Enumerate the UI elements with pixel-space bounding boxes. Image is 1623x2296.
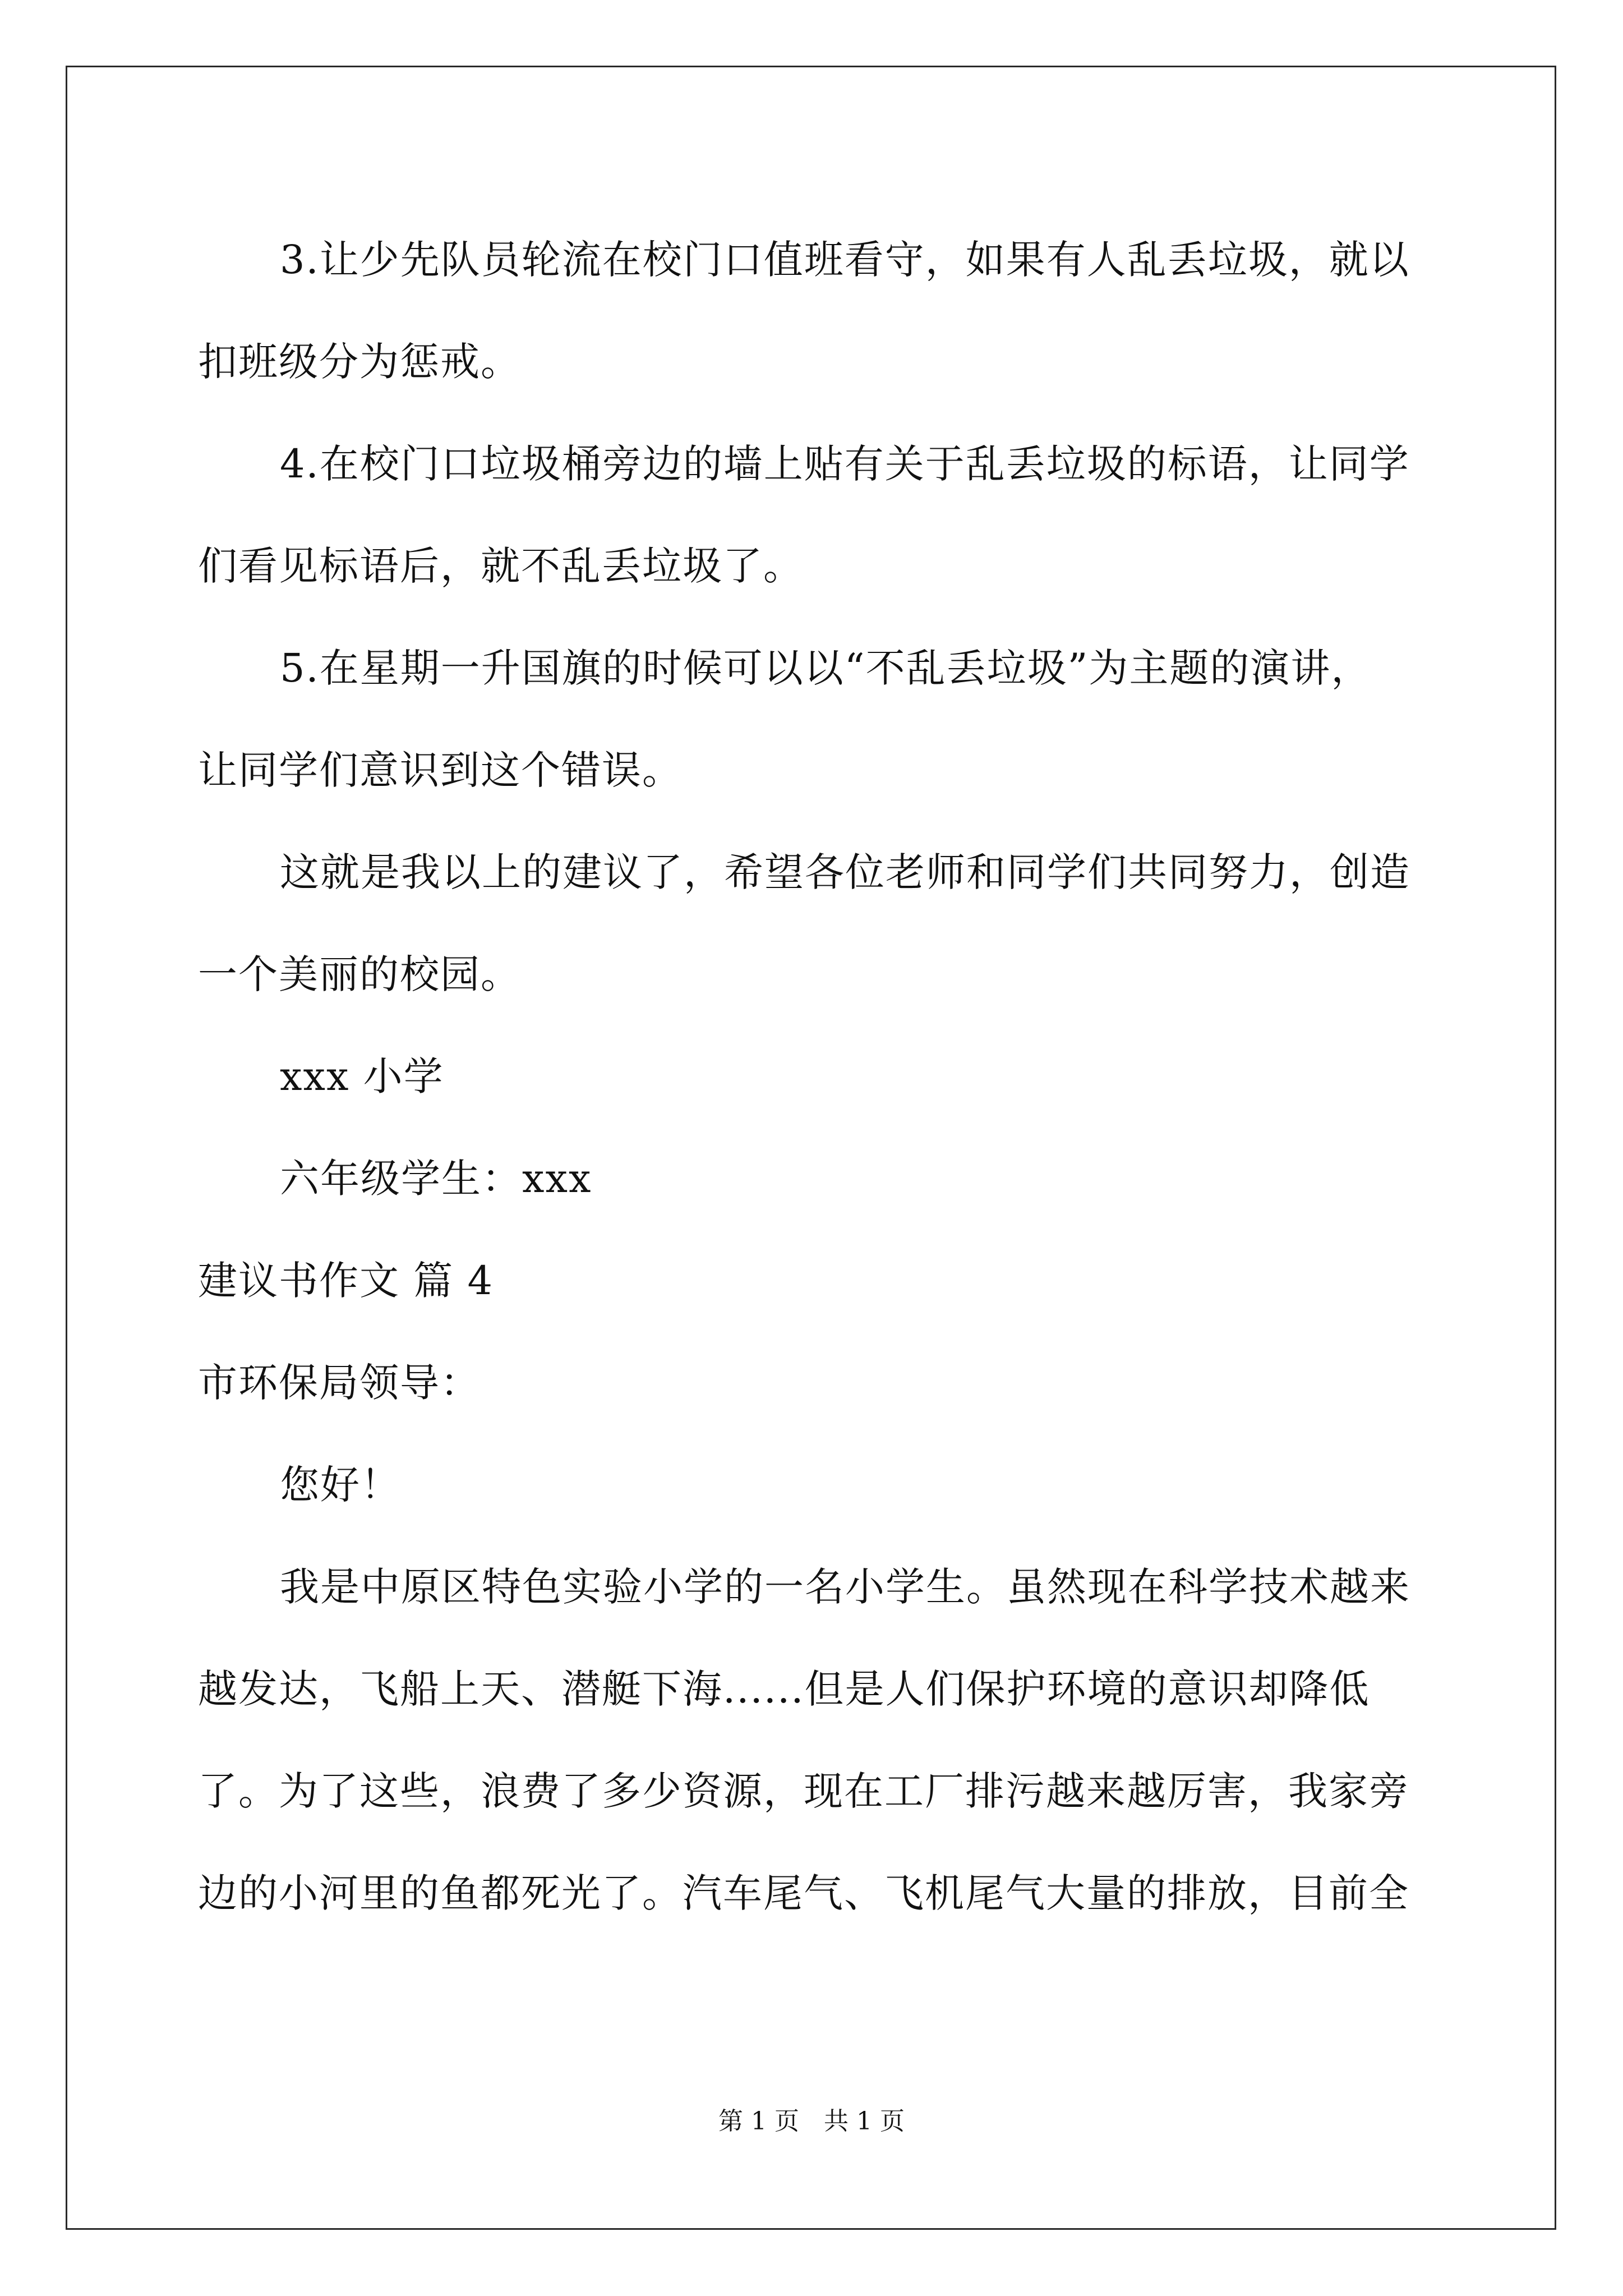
salutation bbox=[198, 1332, 1432, 1434]
text-line: 让同学们意识到这个错误。 bbox=[198, 747, 683, 793]
text-line: 们看见标语后，就不乱丢垃圾了。 bbox=[198, 543, 804, 589]
signature-school bbox=[198, 1025, 1432, 1128]
text-line: xxx 小学 bbox=[280, 1053, 444, 1099]
paragraph-suggestion-5 bbox=[198, 617, 1432, 821]
page-number-label: 第 1 页 共 1 页 bbox=[718, 2107, 905, 2136]
greeting bbox=[198, 1434, 1432, 1536]
text-line: 建议书作文 篇 4 bbox=[198, 1258, 494, 1304]
text-line: 市环保局领导： bbox=[198, 1360, 481, 1406]
text-line: 六年级学生：xxx bbox=[280, 1156, 592, 1202]
text-line: 3.让少先队员轮流在校门口值班看守，如果有人乱丢垃圾，就以 bbox=[280, 237, 1410, 283]
text-line: 扣班级分为惩戒。 bbox=[198, 339, 521, 385]
section-heading bbox=[198, 1230, 1432, 1332]
text-line: 4.在校门口垃圾桶旁边的墙上贴有关于乱丢垃圾的标语，让同学 bbox=[280, 441, 1410, 487]
text-line: 我是中原区特色实验小学的一名小学生。虽然现在科学技术越来 bbox=[280, 1564, 1410, 1610]
text-line: 边的小河里的鱼都死光了。汽车尾气、飞机尾气大量的排放，目前全 bbox=[198, 1870, 1409, 1916]
text-line: 越发达，飞船上天、潜艇下海......但是人们保护环境的意识却降低 bbox=[198, 1666, 1370, 1712]
document-body bbox=[198, 209, 1432, 1944]
text-line: 这就是我以上的建议了，希望各位老师和同学们共同努力，创造 bbox=[280, 849, 1410, 895]
text-line: 一个美丽的校园。 bbox=[198, 951, 521, 997]
paragraph-suggestion-3 bbox=[198, 209, 1432, 413]
paragraph-closing bbox=[198, 821, 1432, 1025]
text-line: 5.在星期一升国旗的时候可以以“不乱丢垃圾”为主题的演讲， bbox=[280, 645, 1372, 691]
text-line: 您好！ bbox=[280, 1462, 401, 1508]
page-footer bbox=[0, 2105, 1623, 2138]
signature-student bbox=[198, 1128, 1432, 1230]
paragraph-suggestion-4 bbox=[198, 413, 1432, 617]
paragraph-body bbox=[198, 1536, 1432, 1944]
text-line: 了。为了这些，浪费了多少资源，现在工厂排污越来越厉害，我家旁 bbox=[198, 1768, 1409, 1814]
